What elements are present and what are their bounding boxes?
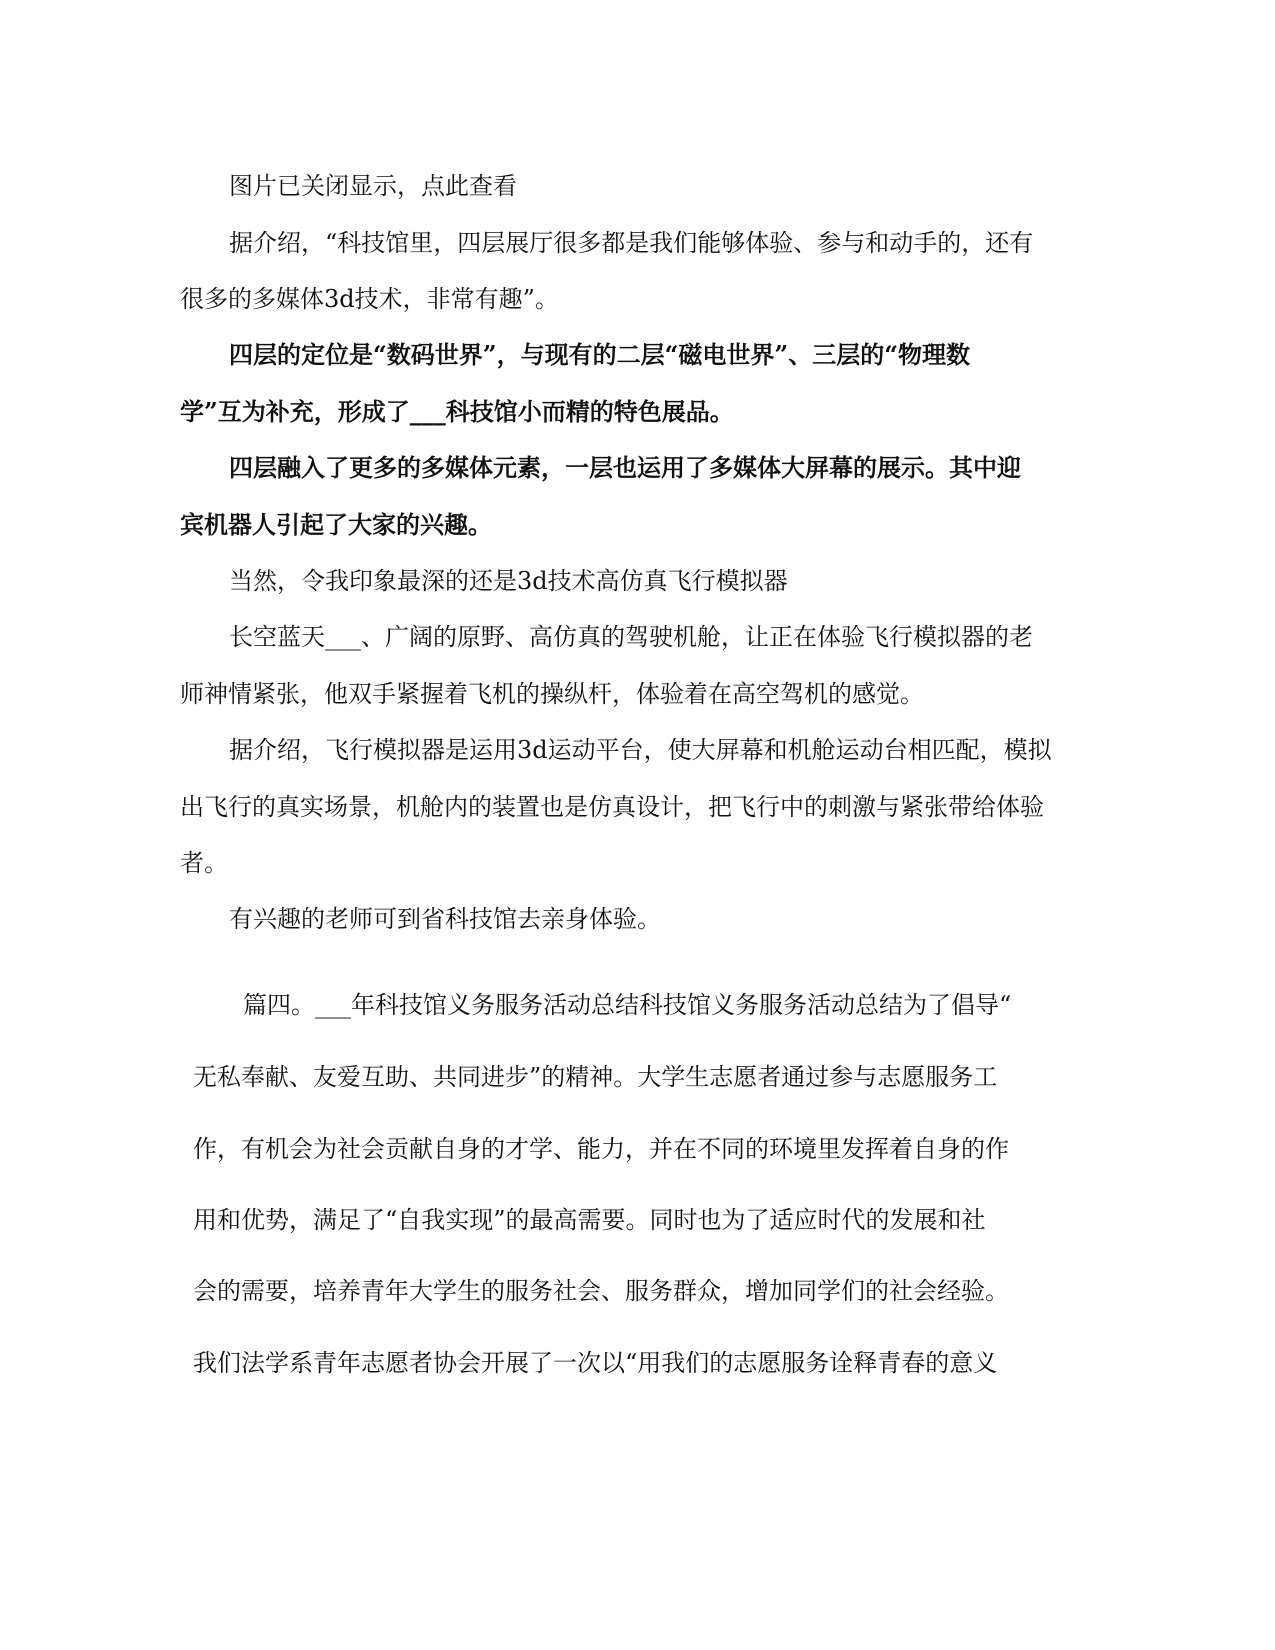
paragraph-line-bold: 学”互为补充，形成了___科技馆小而精的特色展品。 — [180, 397, 734, 426]
paragraph-line-bold: 四层融入了更多的多媒体元素，一层也运用了多媒体大屏幕的展示。其中迎 — [229, 453, 1021, 482]
paragraph-line-bold: 四层的定位是“数码世界”，与现有的二层“磁电世界”、三层的“物理数 — [229, 340, 971, 369]
paragraph-line: 当然，令我印象最深的还是3d技术高仿真飞行模拟器 — [229, 567, 788, 595]
paragraph-line: 作，有机会为社会贡献自身的才学、能力，并在不同的环境里发挥着自身的作 — [193, 1135, 1009, 1163]
paragraph-line: 师神情紧张，他双手紧握着飞机的操纵杆，体验着在高空驾机的感觉。 — [180, 680, 924, 708]
paragraph-line: 据介绍，“科技馆里，四层展厅很多都是我们能够体验、参与和动手的，还有 — [229, 229, 1034, 257]
paragraph-line: 会的需要，培养青年大学生的服务社会、服务群众，增加同学们的社会经验。 — [193, 1277, 1009, 1305]
paragraph-line: 长空蓝天___、广阔的原野、高仿真的驾驶机舱，让正在体验飞行模拟器的老 — [229, 623, 1033, 651]
paragraph-line: 据介绍，飞行模拟器是运用3d运动平台，使大屏幕和机舱运动台相匹配，模拟 — [229, 736, 1052, 764]
section-heading-line: 篇四。___年科技馆义务服务活动总结科技馆义务服务活动总结为了倡导“ — [243, 991, 1012, 1019]
paragraph-line: 者。 — [180, 849, 228, 877]
paragraph-line: 用和优势，满足了“自我实现”的最高需要。同时也为了适应时代的发展和社 — [193, 1206, 986, 1234]
paragraph-line: 我们法学系青年志愿者协会开展了一次以“用我们的志愿服务诠释青春的意义 — [193, 1349, 998, 1377]
paragraph-line: 无私奉献、友爱互助、共同进步”的精神。大学生志愿者通过参与志愿服务工 — [193, 1063, 998, 1091]
image-hidden-notice[interactable]: 图片已关闭显示，点此查看 — [229, 172, 517, 200]
paragraph-line: 有兴趣的老师可到省科技馆去亲身体验。 — [229, 905, 661, 933]
paragraph-line: 出飞行的真实场景，机舱内的装置也是仿真设计，把飞行中的刺激与紧张带给体验 — [180, 793, 1044, 821]
paragraph-line: 很多的多媒体3d技术，非常有趣”。 — [180, 285, 559, 313]
paragraph-line-bold: 宾机器人引起了大家的兴趣。 — [180, 510, 492, 539]
